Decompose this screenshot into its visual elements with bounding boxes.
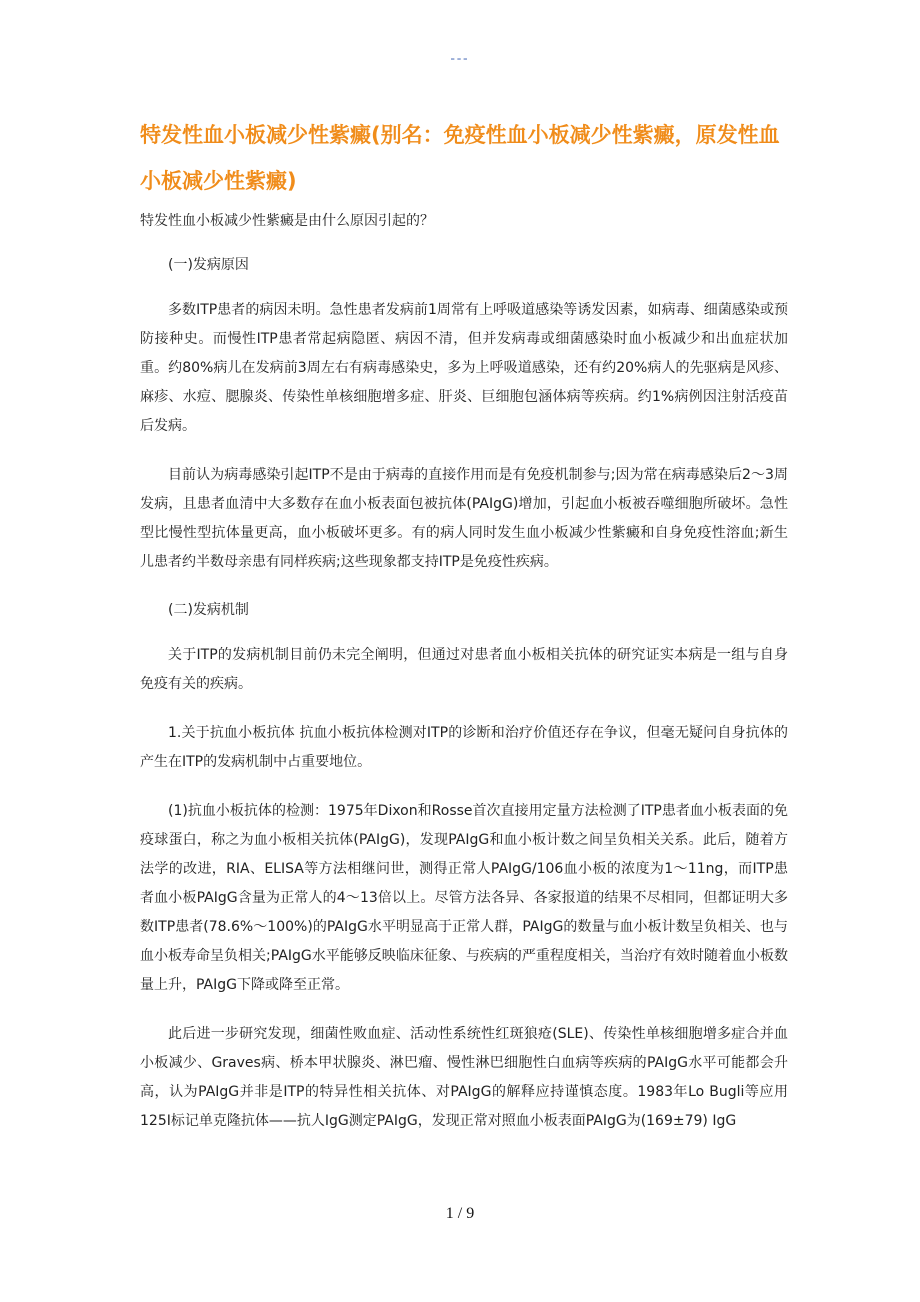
document-body <box>140 112 788 1156</box>
paragraph: 此后进一步研究发现，细菌性败血症、活动性系统性红斑狼疮(SLE)、传染性单核细胞增多症合并血小板减少、Graves病、桥本甲状腺炎、淋巴瘤、慢性淋巴细胞性白血病等疾病的PAIgG水平可能都会升高，认为PAIgG并非是ITP的特异性相关抗体、对PAIgG的解释应持谨慎态度。1983年Lo Bugli等应用125I标记单克隆抗体——抗人IgG测定PAIgG，发现正常对照血小板表面PAIgG为(169±79) IgG <box>140 1026 788 1129</box>
page-number: 1 / 9 <box>445 1205 475 1222</box>
paragraph: 目前认为病毒感染引起ITP不是由于病毒的直接作用而是有免疫机制参与;因为常在病毒感染后2～3周发病，且患者血清中大多数存在血小板表面包被抗体(PAIgG)增加，引起血小板被吞噬细胞所破坏。急性型比慢性型抗体量更高，血小板破坏更多。有的病人同时发生血小板减少性紫癜和自身免疫性溶血;新生儿患者约半数母亲患有同样疾病;这些现象都支持ITP是免疫性疾病。 <box>140 467 788 570</box>
document-title: 特发性血小板减少性紫癜(别名：免疫性血小板减少性紫癜，原发性血小板减少性紫癜) <box>140 123 780 193</box>
paragraph: 关于ITP的发病机制目前仍未完全阐明，但通过对患者血小板相关抗体的研究证实本病是一组与自身免疫有关的疾病。 <box>140 647 788 692</box>
paragraph: (1)抗血小板抗体的检测：1975年Dixon和Rosse首次直接用定量方法检测了ITP患者血小板表面的免疫球蛋白，称之为血小板相关抗体(PAIgG)，发现PAIgG和血小板计数之间呈负相关关系。此后，随着方法学的改进，RIA、ELISA等方法相继问世，测得正常人PAIgG/106血小板的浓度为1～11ng，而ITP患者血小板PAIgG含量为正常人的4～13倍以上。尽管方法各异、各家报道的结果不尽相同，但都证明大多数ITP患者(78.6%～100%)的PAIgG水平明显高于正常人群，PAIgG的数量与血小板计数呈负相关、也与血小板寿命呈负相关;PAIgG水平能够反映临床征象、与疾病的严重程度相关，当治疗有效时随着血小板数量上升，PAIgG下降或降至正常。 <box>140 803 788 993</box>
paragraph: 1.关于抗血小板抗体 抗血小板抗体检测对ITP的诊断和治疗价值还存在争议，但毫无疑问自身抗体的产生在ITP的发病机制中占重要地位。 <box>140 725 788 770</box>
intro-question: 特发性血小板减少性紫癜是由什么原因引起的？ <box>140 213 434 229</box>
paragraph: 多数ITP患者的病因未明。急性患者发病前1周常有上呼吸道感染等诱发因素，如病毒、细菌感染或预防接种史。而慢性ITP患者常起病隐匿、病因不清，但并发病毒或细菌感染时血小板减少和出血症状加重。约80%病儿在发病前3周左右有病毒感染史，多为上呼吸道感染，还有约20%病人的先驱病是风疹、麻疹、水痘、腮腺炎、传染性单核细胞增多症、肝炎、巨细胞包涵体病等疾病。约1%病例因注射活疫苗后发病。 <box>140 302 788 434</box>
section-heading-mechanism: (二)发病机制 <box>168 602 249 618</box>
section-heading-causes: (一)发病原因 <box>168 257 249 273</box>
header-mark: --- <box>450 50 470 65</box>
